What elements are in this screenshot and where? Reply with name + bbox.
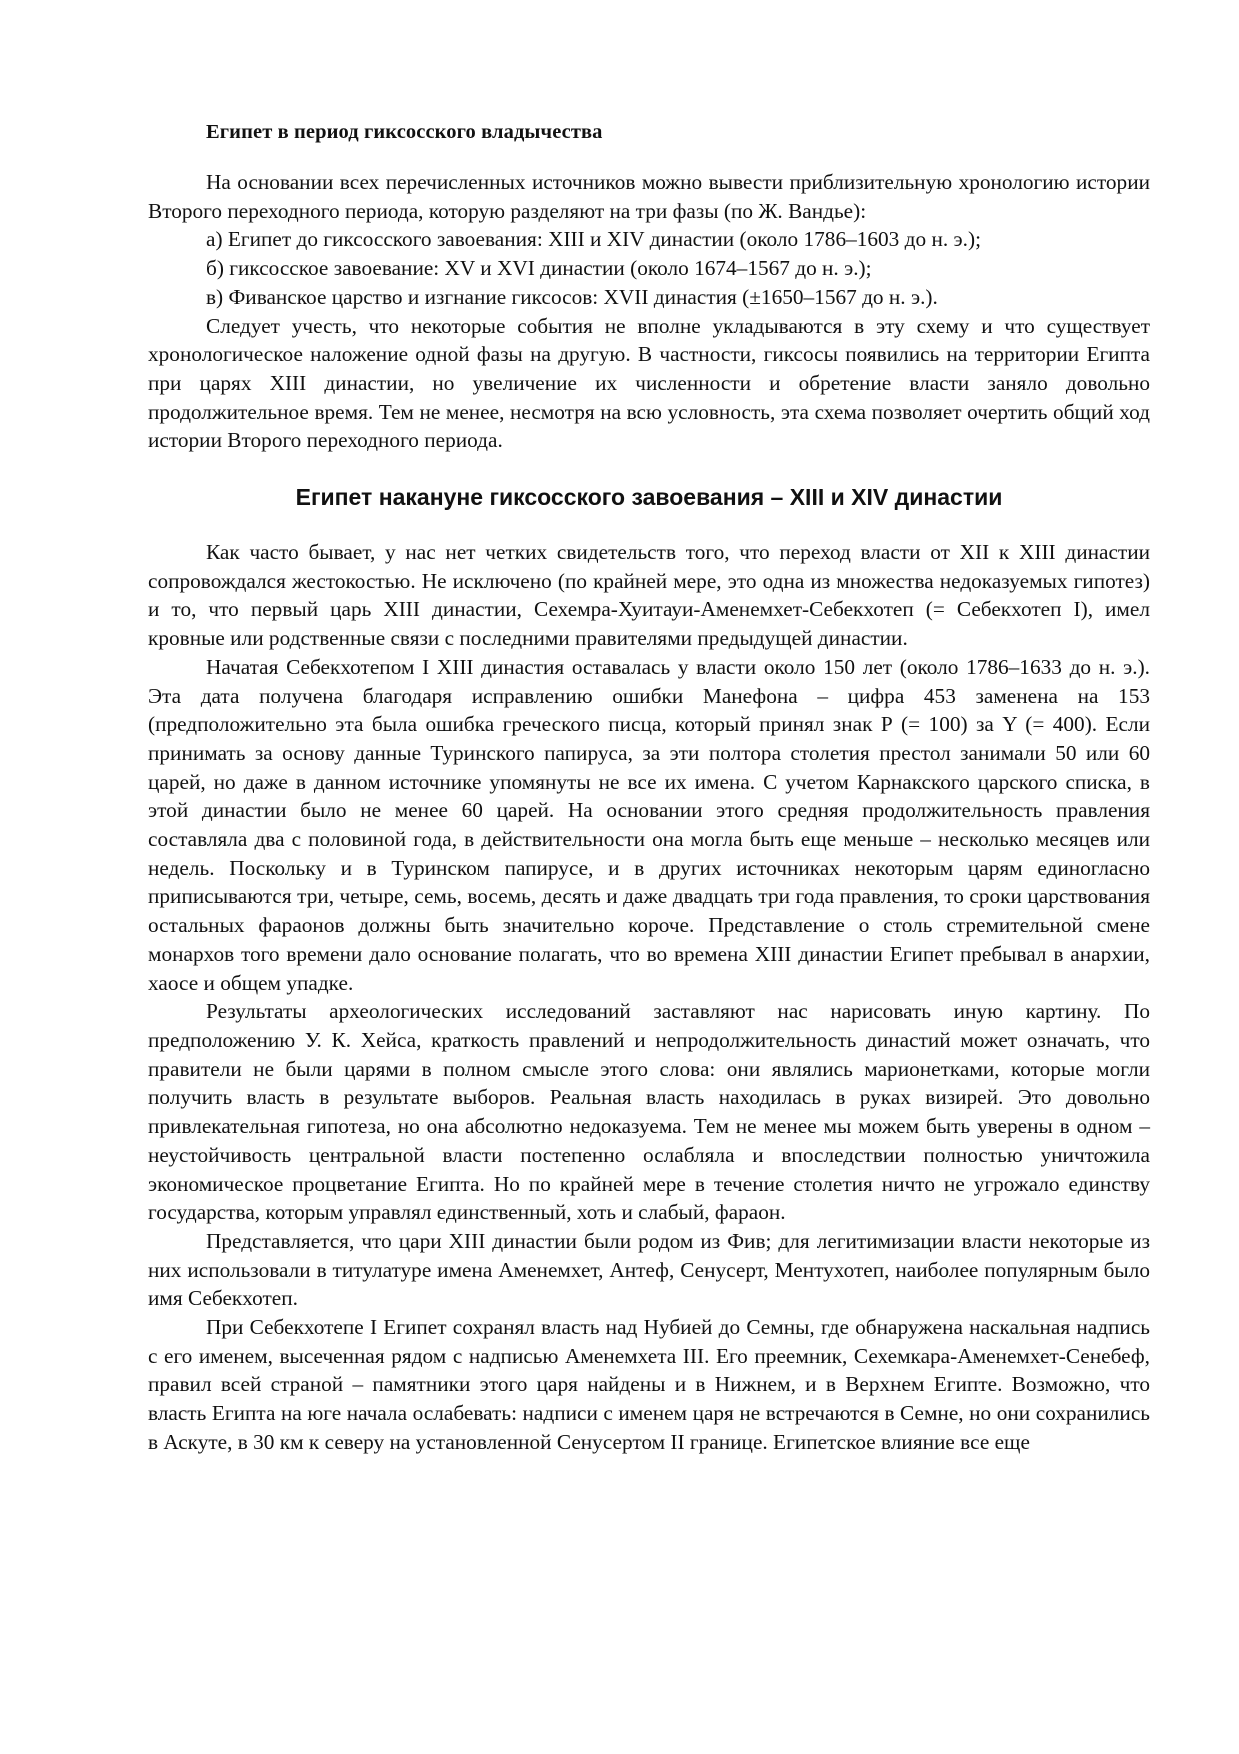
- phase-item-b: б) гиксосское завоевание: XV и XVI династии (около 1674–1567 до н. э.);: [206, 256, 872, 281]
- document-page: [148, 118, 1150, 1457]
- phase-item-a: а) Египет до гиксосского завоевания: XIII и XIV династии (около 1786–1603 до н. э.);: [206, 227, 981, 252]
- body-paragraph: Как часто бывает, у нас нет четких свидетельств того, что переход власти от XII к XIII династии сопровождался жестокостью. Не исключено (по крайней мере, это одна из множества недоказуемых гипотез) и то, что первый царь XIII династии, Сехемра-Хуитауи-Аменемхет-Себекхотеп (= Себекхотеп I), имел кровные или родственные связи с последними правителями предыдущей династии.: [148, 540, 1150, 651]
- body-paragraph: Результаты археологических исследований заставляют нас нарисовать иную картину. По предположению У. К. Хейса, краткость правлений и непродолжительность династий может означать, что правители не были царями в полном смысле этого слова: они являлись марионетками, которые могли получить власть в результате выборов. Реальная власть находилась в руках визирей. Это довольно привлекательная гипотеза, но она абсолютно недоказуема. Тем не менее мы можем быть уверены в одном – неустойчивость центральной власти постепенно ослабляла и впоследствии полностью уничтожила экономическое процветание Египта. Но по крайней мере в течение столетия ничто не угрожало единству государства, которым управлял единственный, хоть и слабый, фараон.: [148, 999, 1150, 1225]
- body-paragraph: Представляется, что цари XIII династии были родом из Фив; для легитимизации власти некоторые из них использовали в титулатуре имена Аменемхет, Антеф, Сенусерт, Ментухотеп, наиболее популярным было имя Себекхотеп.: [148, 1228, 1150, 1311]
- section-heading-hyksos-period: Египет в период гиксосского владычества: [206, 121, 603, 143]
- body-paragraph: При Себекхотепе I Египет сохранял власть над Нубией до Семны, где обнаружена наскальная надпись с его именем, высеченная рядом с надписью Аменемхета III. Его преемник, Сехемкара-Аменемхет-Сенебеф, правил всей страной – памятники этого царя найдены и в Нижнем, и в Верхнем Египте. Возможно, что власть Египта на юге начала ослабевать: надписи с именем царя не встречаются в Семне, но они сохранились в Аскуте, в 30 км к северу на установленной Сенусертом II границе. Египетское влияние все еще: [148, 1315, 1150, 1454]
- phase-item-c: в) Фиванское царство и изгнание гиксосов: XVII династия (±1650–1567 до н. э.).: [206, 284, 938, 309]
- note-paragraph: Следует учесть, что некоторые события не вполне укладываются в эту схему и что существует хронологическое наложение одной фазы на другую. В частности, гиксосы появились на территории Египта при царях XIII династии, но увеличение их численности и обретение власти заняло довольно продолжительное время. Тем не менее, несмотря на всю условность, эта схема позволяет очертить общий ход истории Второго переходного периода.: [148, 313, 1150, 453]
- intro-paragraph: На основании всех перечисленных источников можно вывести приблизительную хронологию истории Второго переходного периода, которую разделяют на три фазы (по Ж. Вандье):: [148, 170, 1150, 223]
- section-heading-xiii-xiv-dynasties: Египет накануне гиксосского завоевания – XIII и XIV династии: [295, 484, 1003, 511]
- body-paragraph: Начатая Себекхотепом I XIII династия оставалась у власти около 150 лет (около 1786–1633 до н. э.). Эта дата получена благодаря исправлению ошибки Манефона – цифра 453 заменена на 153 (предположительно эта была ошибка греческого писца, который принял знак Р (= 100) за Y (= 400). Если принимать за основу данные Туринского папируса, за эти полтора столетия престол занимали 50 или 60 царей, но даже в данном источнике упомянуты не все их имена. С учетом Карнакского царского списка, в этой династии было не менее 60 царей. На основании этого средняя продолжительность правления составляла два с половиной года, в действительности она могла быть еще меньше – несколько месяцев или недель. Поскольку и в Туринском папирусе, и в других источниках некоторым царям единогласно приписываются три, четыре, семь, восемь, десять и даже двадцать три года правления, то сроки царствования остальных фараонов должны быть значительно короче. Представление о столь стремительной смене монархов того времени дало основание полагать, что во времена XIII династии Египет пребывал в анархии, хаосе и общем упадке.: [148, 654, 1150, 995]
